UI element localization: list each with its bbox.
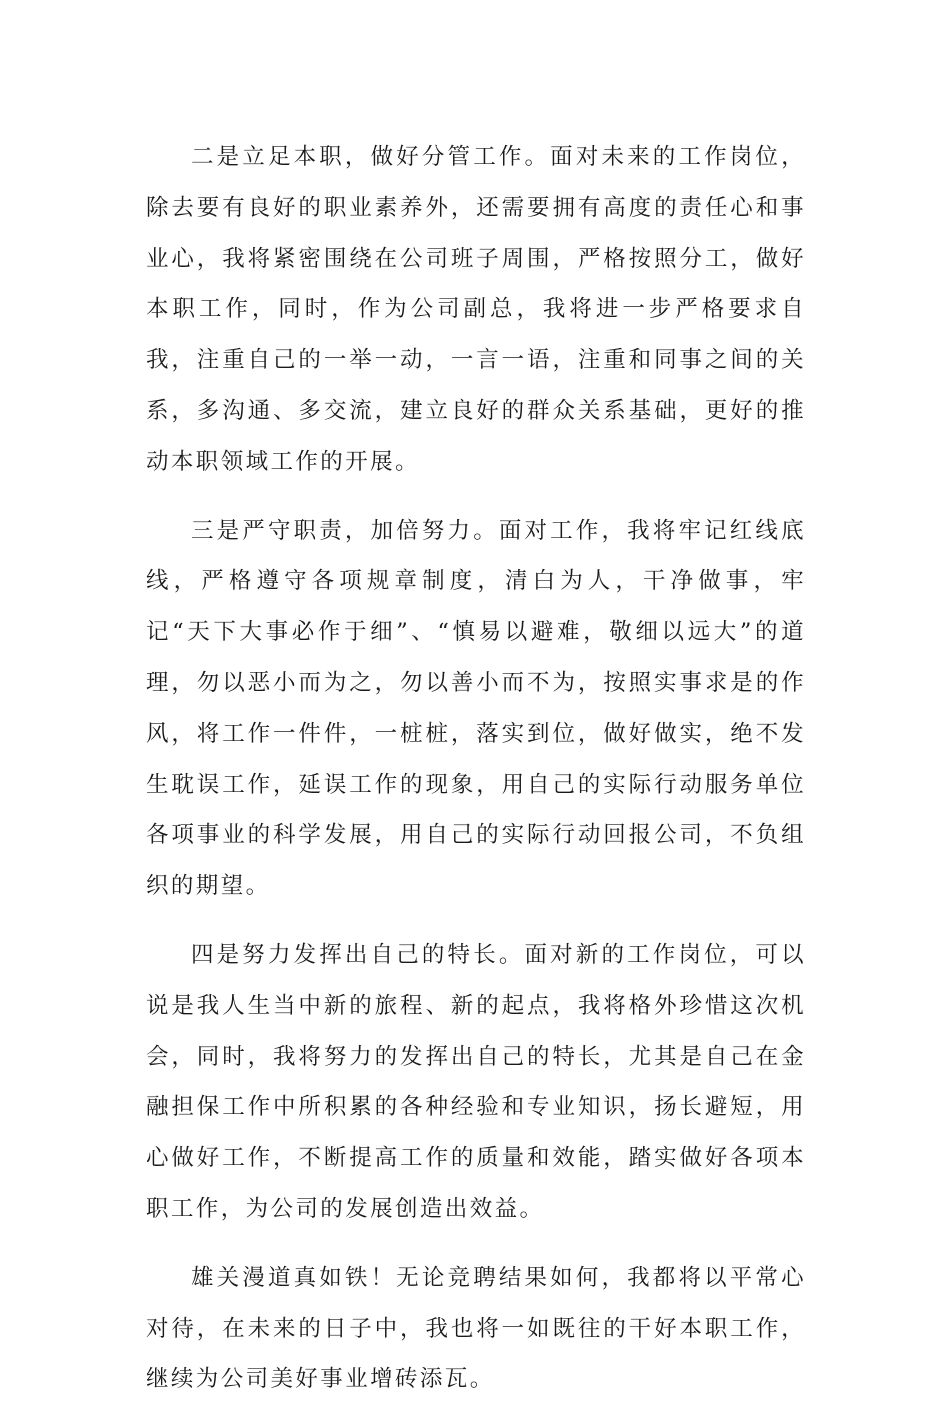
paragraph-play-strengths: 四是努力发挥出自己的特长。面对新的工作岗位，可以说是我人生当中新的旅程、新的起点，我将格外珍惜这次机会，同时，我将努力的发挥出自己的特长，尤其是自己在金融担保工作中所积累的各种经验和专业知识，扬长避短，用心做好工作，不断提高工作的质量和效能，踏实做好各项本职工作，为公司的发展创造出效益。 [146,941,806,1222]
document-body [146,132,806,1423]
paragraph-closing: 雄关漫道真如铁！无论竞聘结果如何，我都将以平常心对待，在未来的日子中，我也将一如既往的干好本职工作，继续为公司美好事业增砖添瓦。 [146,1264,806,1393]
paragraph-duty-management: 二是立足本职，做好分管工作。面对未来的工作岗位，除去要有良好的职业素养外，还需要拥有高度的责任心和事业心，我将紧密围绕在公司班子周围，严格按照分工，做好本职工作，同时，作为公司副总，我将进一步严格要求自我，注重自己的一举一动，一言一语，注重和同事之间的关系，多沟通、多交流，建立良好的群众关系基础，更好的推动本职领域工作的开展。 [146,144,806,475]
paragraph-strict-responsibility: 三是严守职责，加倍努力。面对工作，我将牢记红线底线，严格遵守各项规章制度，清白为人，干净做事，牢记“天下大事必作于细”、“慎易以避难，敬细以远大”的道理，勿以恶小而为之，勿以善小而不为，按照实事求是的作风，将工作一件件，一桩桩，落实到位，做好做实，绝不发生耽误工作，延误工作的现象，用自己的实际行动服务单位各项事业的科学发展，用自己的实际行动回报公司，不负组织的期望。 [146,517,806,900]
